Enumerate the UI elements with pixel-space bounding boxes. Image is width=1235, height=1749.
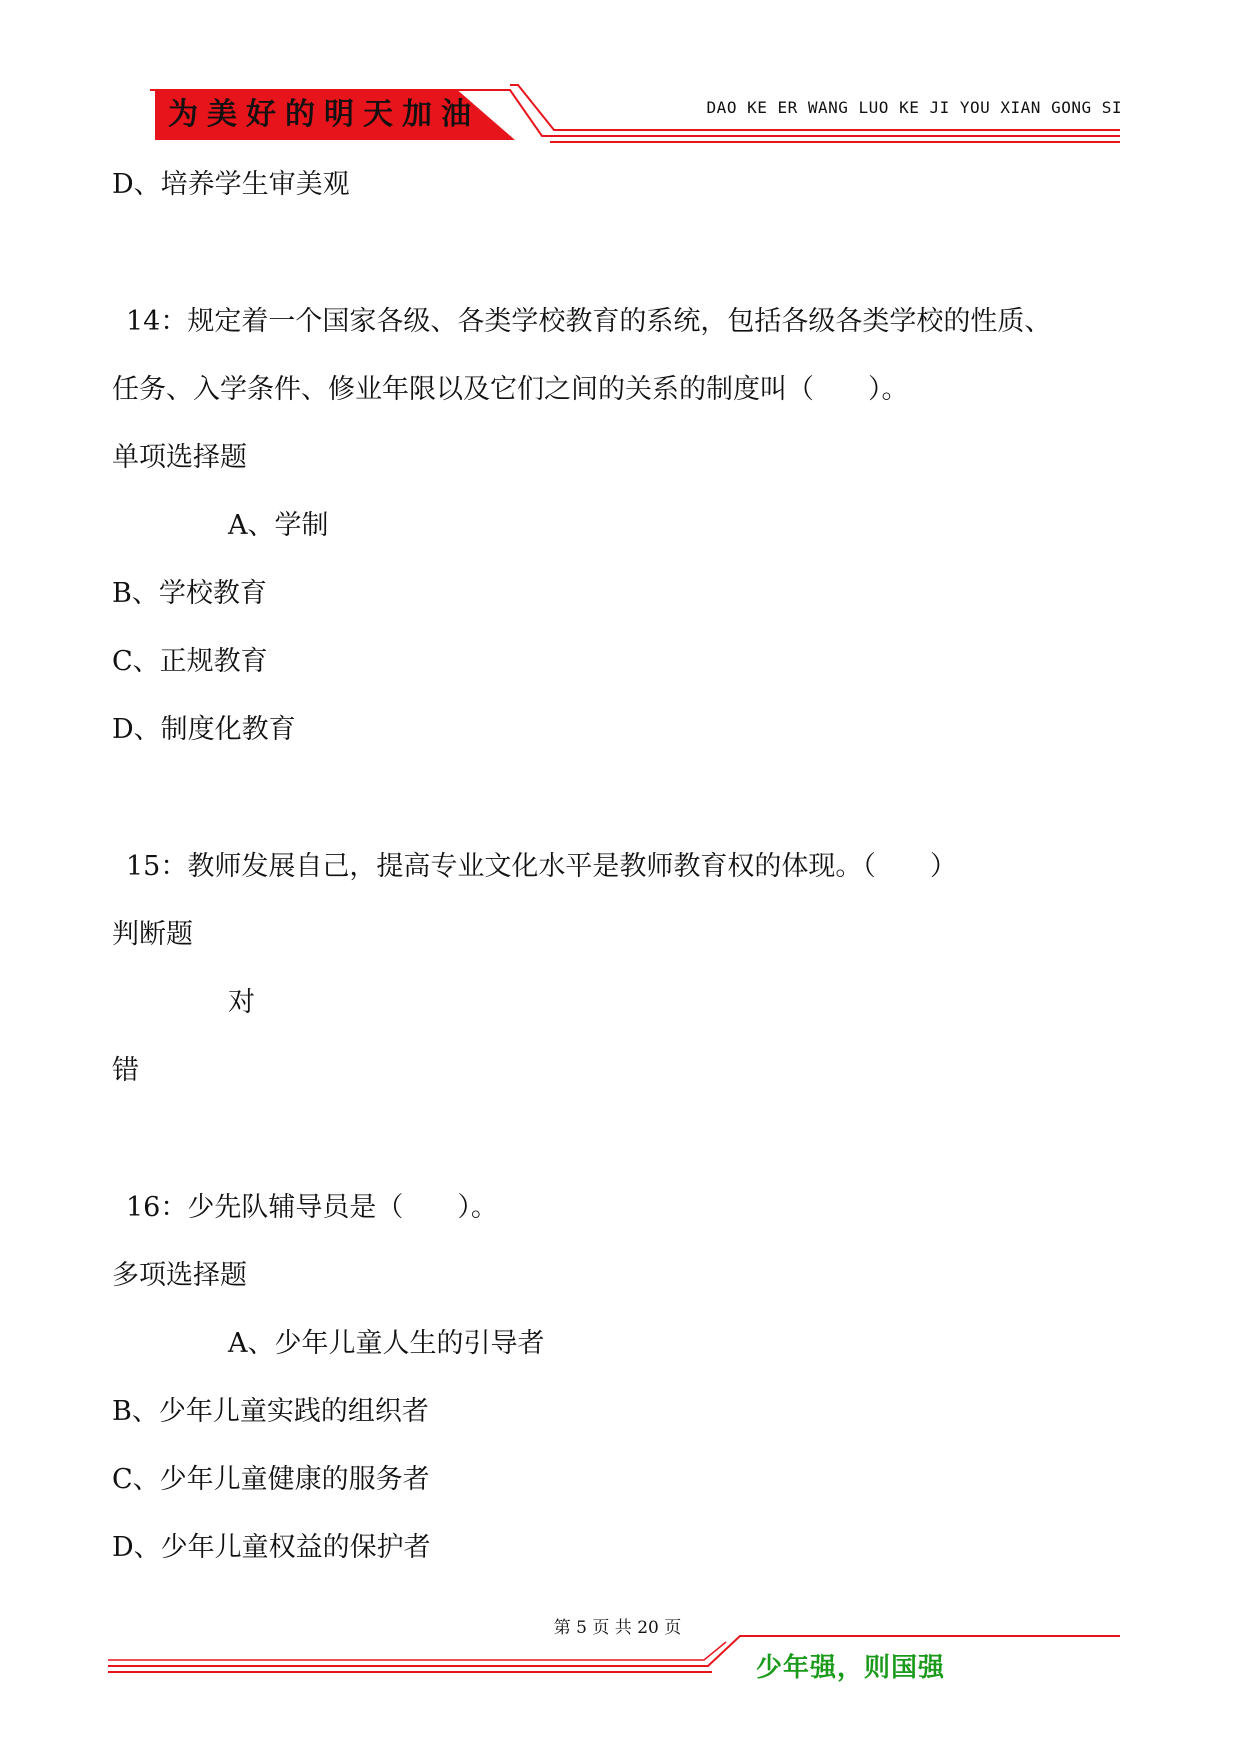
question-15-option-true: 对 [228,987,255,1018]
question-14-option-a: A、学制 [228,510,329,541]
question-16-number: 16： [126,1192,188,1223]
page-number: 第 5 页 共 20 页 [553,1618,682,1638]
question-16-text: 少先队辅导员是（ ）。 [187,1192,498,1223]
footer-slogan: 少年强，则国强 [756,1653,946,1683]
question-14-option-b: B、学校教育 [112,578,267,609]
question-16-option-b: B、少年儿童实践的组织者 [112,1396,429,1427]
question-15-type: 判断题 [112,919,193,950]
prev-option-d: D、培养学生审美观 [112,169,350,200]
question-15-text: 教师发展自己，提高专业文化水平是教师教育权的体现。（ ） [187,851,957,882]
header-company-name: DAO KE ER WANG LUO KE JI YOU XIAN GONG SI [706,98,1122,117]
question-14-line2: 任务、入学条件、修业年限以及它们之间的关系的制度叫（ ）。 [112,374,909,405]
question-16-option-c: C、少年儿童健康的服务者 [112,1464,430,1495]
question-14-type: 单项选择题 [112,442,247,473]
footer-decoration [108,1628,1128,1678]
question-16-option-a: A、少年儿童人生的引导者 [228,1328,545,1359]
question-16-option-d: D、少年儿童权益的保护者 [112,1532,431,1563]
header-slogan: 为美好的明天加油 [168,97,480,132]
question-15-number: 15： [126,851,188,882]
question-14-number: 14： [126,306,188,337]
question-14-option-c: C、正规教育 [112,646,268,677]
question-15-option-false: 错 [112,1055,139,1086]
question-14-text: 规定着一个国家各级、各类学校教育的系统，包括各级各类学校的性质、 [187,306,1052,337]
question-14-line1 [126,305,1051,339]
question-15-line1 [126,850,957,884]
question-16-type: 多项选择题 [112,1260,247,1291]
question-14-option-d: D、制度化教育 [112,714,296,745]
question-16-line1 [126,1191,498,1225]
